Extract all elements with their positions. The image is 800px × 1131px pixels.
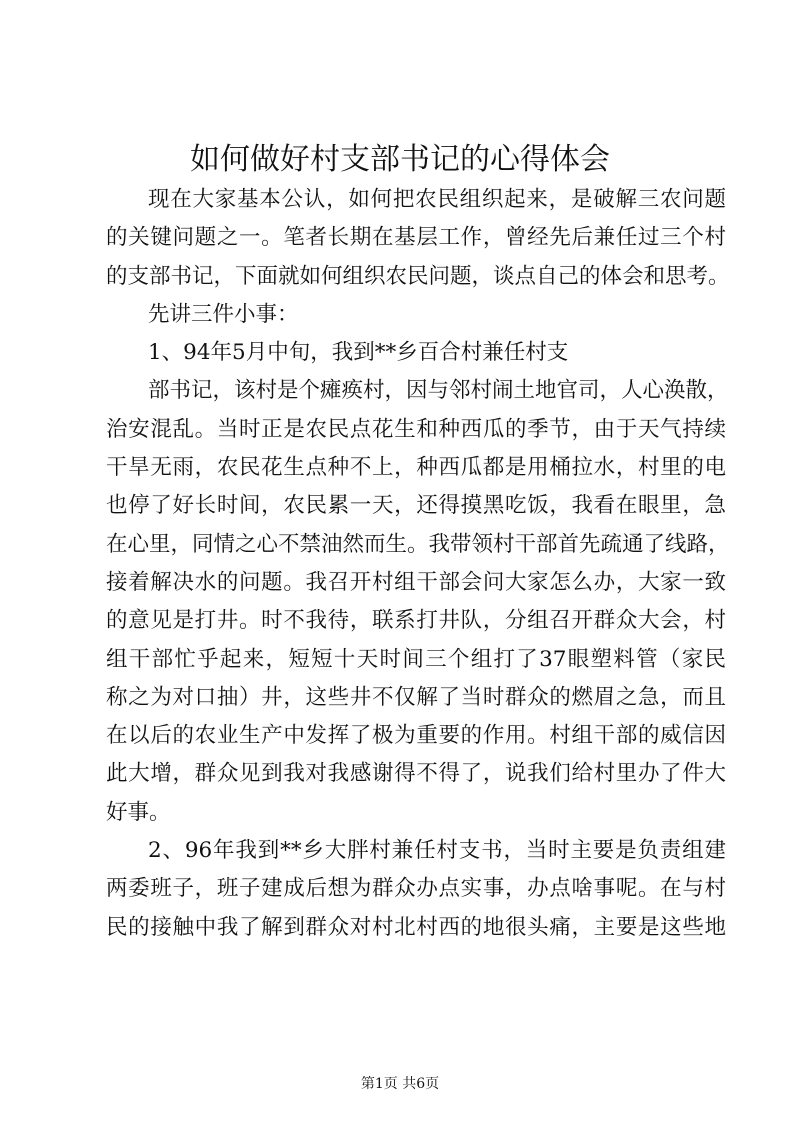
document-body [106,181,730,947]
text-line: 治安混乱。当时正是农民点花生和种西瓜的季节，由于天气持续 [106,416,726,442]
text-line: 的支部书记，下面就如何组织农民问题，谈点自己的体会和思考。 [106,263,730,289]
text-line: 接着解决水的问题。我召开村组干部会问大家怎么办，大家一致 [106,569,726,595]
text-line: 此大增，群众见到我对我感谢得不得了，说我们给村里办了件大 [106,761,726,787]
text-line: 1、94年5月中旬，我到**乡百合村兼任村支 [148,340,569,366]
text-line: 现在大家基本公认，如何把农民组织起来，是破解三农问题 [148,187,726,212]
text-line: 组干部忙乎起来，短短十天时间三个组打了37眼塑料管（家民 [106,646,726,672]
text-line: 干旱无雨，农民花生点种不上，种西瓜都是用桶拉水，村里的电 [106,455,726,481]
text-line: 先讲三件小事： [148,301,299,327]
text-line: 2、96年我到**乡大胖村兼任村支书，当时主要是负责组建 [148,838,726,864]
text-line: 称之为对口抽）井，这些井不仅解了当时群众的燃眉之急，而且 [106,684,726,710]
text-line: 民的接触中我了解到群众对村北村西的地很头痛，主要是这些地 [106,914,726,940]
text-line: 两委班子，班子建成后想为群众办点实事，办点啥事呢。在与村 [106,876,726,902]
document-title: 如何做好村支部书记的心得体会 [190,142,610,177]
text-line: 在以后的农业生产中发挥了极为重要的作用。村组干部的威信因 [106,723,726,749]
text-line: 在心里，同情之心不禁油然而生。我带领村干部首先疏通了线路， [106,531,730,557]
text-line: 的关键问题之一。笔者长期在基层工作，曾经先后兼任过三个村 [106,225,726,251]
page-number-footer: 第1页 共6页 [360,1076,440,1092]
text-line: 也停了好长时间，农民累一天，还得摸黑吃饭，我看在眼里，急 [106,493,726,519]
text-line: 部书记，该村是个瘫痪村，因与邻村闹土地官司，人心涣散， [148,378,729,404]
text-line: 的意见是打井。时不我待，联系打井队，分组召开群众大会，村 [106,608,726,634]
text-line: 好事。 [106,799,171,825]
